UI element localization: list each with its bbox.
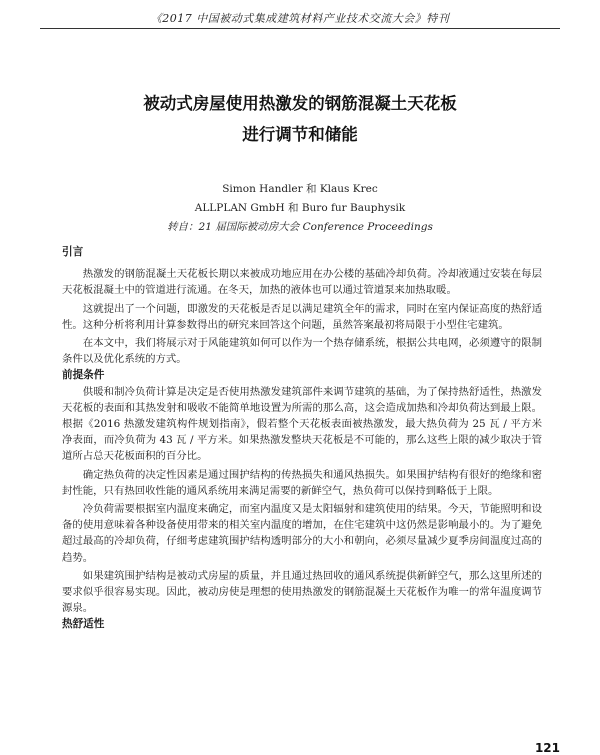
title-line-1: 被动式房屋使用热激发的钢筋混凝土天花板: [143, 94, 457, 113]
page-number: 121: [534, 741, 560, 755]
section-heading-thermal-comfort: 热舒适性: [62, 618, 105, 631]
paragraph: 如果建筑围护结构是被动式房屋的质量，并且通过热回收的通风系统提供新鲜空气，那么这里所述的要求似乎很容易实现。因此，被动房使是理想的使用热激发的钢筋混凝土天花板作为唯一的常年温度调节源泉。: [62, 569, 542, 615]
source-note: 转自：21 届国际被动房大会 Conference Proceedings: [167, 221, 433, 233]
affiliation: ALLPLAN GmbH 和 Buro fur Bauphysik: [194, 202, 406, 214]
paragraph: 热激发的钢筋混凝土天花板长期以来被成功地应用在办公楼的基础冷却负荷。冷却液通过安装在每层天花板混凝土中的管道进行流通。在冬天，加热的液体也可以通过管道泵来加热取暖。: [62, 268, 542, 297]
paragraph: 这就提出了一个问题，即激发的天花板是否足以满足建筑全年的需求，同时在室内保证高度的热舒适性。这种分析将利用计算参数得出的研究来回答这个问题，虽然答案最初将局限于小型住宅建筑。: [62, 302, 542, 331]
title-line-2: 进行调节和储能: [242, 125, 358, 144]
authors: Simon Handler 和 Klaus Krec: [222, 183, 378, 195]
paragraph: 供暖和制冷负荷计算是决定是否使用热激发建筑部件来调节建筑的基础，为了保持热舒适性，热激发天花板的表面和其热发射和吸收不能简单地设置为所需的那么高，这会造成加热和冷却负荷达到最上限。根据《2016 热激发建筑构件规划指南》，假若整个天花板表面被热激发，最大热负荷为 25 瓦 / 平方米净表面，而冷负荷为 43 瓦 / 平方米。如果热激发整块天花板是不可能的，那么这些上限的减少取决于管道所占总天花板面积的百分比。: [62, 385, 542, 463]
section-heading-intro: 引言: [62, 246, 84, 258]
running-head: 《2017 中国被动式集成建筑材料产业技术交流大会》特刊: [150, 12, 450, 25]
body-text: [62, 244, 542, 633]
section-heading-preconditions: 前提条件: [62, 369, 105, 382]
paragraph: 在本文中，我们将展示对于风能建筑如何可以作为一个热存储系统，根据公共电网，必须遵守的限制条件以及优化系统的方式。: [62, 337, 542, 366]
paragraph: 冷负荷需要根据室内温度来确定，而室内温度又是太阳辐射和建筑使用的结果。今天，节能照明和设备的使用意味着各种设备使用带来的相关室内温度的增加，在住宅建筑中这仍然是影响最小的。为了避免超过最高的冷却负荷，仔细考虑建筑围护结构透明部分的大小和朝向，必须尽量减少夏季房间温度过高的趋势。: [62, 503, 542, 564]
paragraph: 确定热负荷的决定性因素是通过围护结构的传热损失和通风热损失。如果围护结构有很好的绝缘和密封性能，只有热回收性能的通风系统用来满足需要的新鲜空气，热负荷可以保持到略低于上限。: [62, 468, 542, 497]
header-rule: [40, 28, 560, 29]
